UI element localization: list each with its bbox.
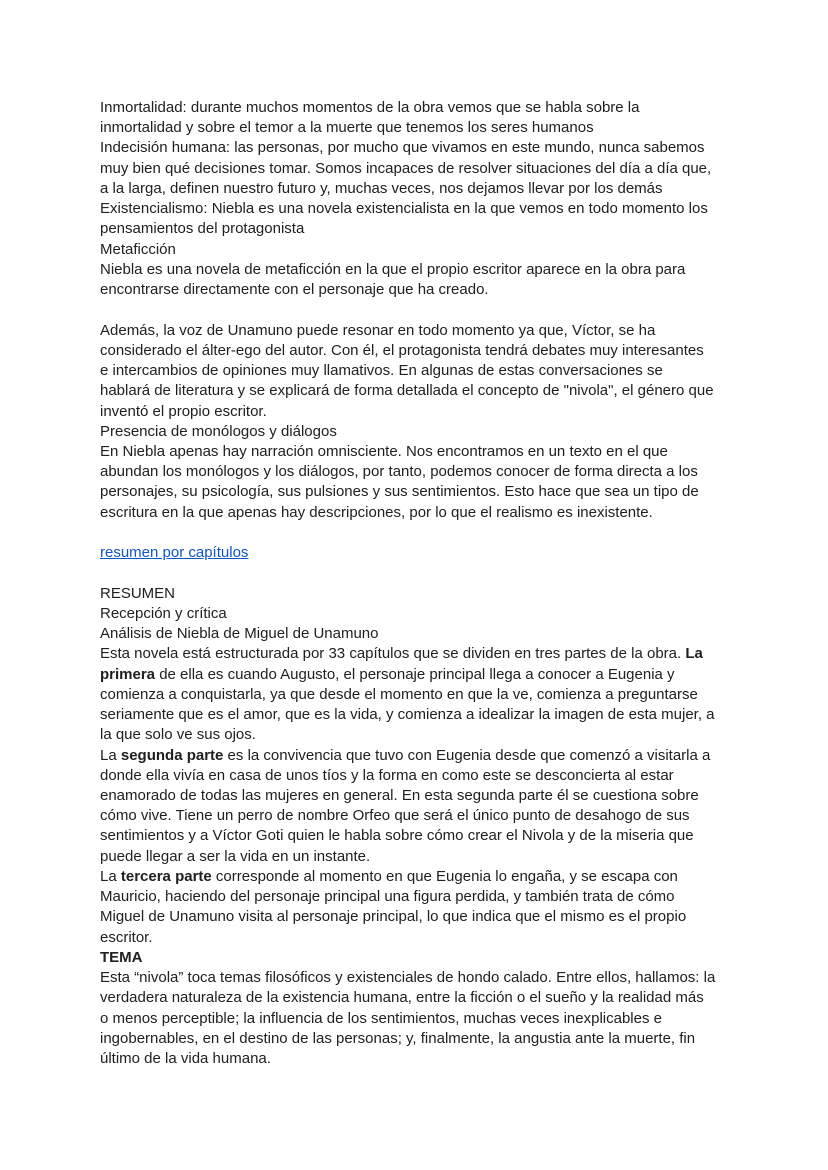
text-line — [100, 240, 715, 260]
text-line — [100, 725, 715, 745]
text-line — [100, 98, 715, 118]
text-segment: la que solo ve sus ojos. — [100, 726, 256, 744]
text-segment: de ella es cuando Augusto, el personaje principal llega a conocer a Eugenia y — [155, 665, 675, 683]
text-line — [100, 1029, 715, 1049]
text-line — [100, 280, 715, 300]
text-line — [100, 402, 715, 422]
text-segment: corresponde al momento en que Eugenia lo engaña, y se escapa con — [211, 867, 678, 885]
text-line — [100, 523, 715, 543]
text-segment: abundan los monólogos y los diálogos, por tanto, podemos conocer de forma directa a los — [100, 463, 698, 481]
text-segment: donde ella vivía en casa de unos tíos y la forma en como este se desconcierta al estar — [100, 766, 674, 784]
text-line — [100, 887, 715, 907]
text-segment: inmortalidad y sobre el temor a la muerte que tenemos los seres humanos — [100, 119, 594, 137]
text-segment: Esta novela está estructurada por 33 capítulos que se dividen en tres partes de la obra. — [100, 645, 686, 663]
text-line — [100, 503, 715, 523]
text-segment: sentimientos y a Víctor Goti quien le habla sobre cómo crear el Nivola y de la miseria que — [100, 827, 694, 845]
bold-text: TEMA — [100, 948, 143, 966]
text-line — [100, 705, 715, 725]
text-line — [100, 159, 715, 179]
text-segment: Niebla es una novela de metaficción en la que el propio escritor aparece en la obra para — [100, 260, 686, 278]
text-line — [100, 341, 715, 361]
text-segment: hablará de literatura y se explicará de forma detallada el concepto de "nivola", el género que — [100, 382, 714, 400]
text-segment: comienza a conquistarla, ya que desde el momento en que la ve, comienza a preguntarse — [100, 685, 698, 703]
text-segment: Recepción y crítica — [100, 604, 227, 622]
text-line — [100, 685, 715, 705]
text-segment: En Niebla apenas hay narración omnisciente. Nos encontramos en un texto en el que — [100, 442, 668, 460]
text-line — [100, 746, 715, 766]
text-segment: escritor. — [100, 928, 153, 946]
text-line — [100, 806, 715, 826]
text-line — [100, 907, 715, 927]
text-segment: inventó el propio escritor. — [100, 402, 267, 420]
text-line — [100, 826, 715, 846]
text-line — [100, 179, 715, 199]
text-line — [100, 624, 715, 644]
text-segment: es la convivencia que tuvo con Eugenia desde que comenzó a visitarla a — [223, 746, 711, 764]
bold-text: La — [685, 645, 703, 663]
text-segment: RESUMEN — [100, 584, 176, 602]
text-line — [100, 847, 715, 867]
text-segment: Esta “nivola” toca temas filosóficos y existenciales de hondo calado. Entre ellos, hallamos: la — [100, 969, 716, 987]
text-line — [100, 948, 715, 968]
text-segment: La — [100, 867, 121, 885]
text-segment: personajes, su psicología, sus pulsiones y sus sentimientos. Esto hace que sea un tipo de — [100, 483, 699, 501]
text-segment: Presencia de monólogos y diálogos — [100, 422, 337, 440]
text-line — [100, 321, 715, 341]
text-line — [100, 118, 715, 138]
text-line — [100, 665, 715, 685]
text-line — [100, 260, 715, 280]
text-line — [100, 219, 715, 239]
text-line — [100, 462, 715, 482]
text-segment: último de la vida humana. — [100, 1050, 271, 1068]
text-line — [100, 361, 715, 381]
text-segment: Indecisión humana: las personas, por mucho que vivamos en este mundo, nunca sabemos — [100, 139, 705, 157]
text-segment: enamorado de todas las mujeres en general. En esta segunda parte él se cuestiona sobre — [100, 786, 699, 804]
text-segment: escritura en la que apenas hay descripciones, por lo que el realismo es inexistente. — [100, 503, 653, 521]
text-segment: considerado el álter-ego del autor. Con él, el protagonista tendrá debates muy interesantes — [100, 341, 704, 359]
text-line — [100, 482, 715, 502]
text-segment: Mauricio, haciendo del personaje principal una figura perdida, y también trata de cómo — [100, 888, 675, 906]
text-line — [100, 381, 715, 401]
text-line — [100, 988, 715, 1008]
text-line — [100, 563, 715, 583]
text-segment: Existencialismo: Niebla es una novela existencialista en la que vemos en todo momento los — [100, 200, 708, 218]
bold-text: primera — [100, 665, 156, 683]
text-line — [100, 422, 715, 442]
text-line — [100, 766, 715, 786]
text-line — [100, 1049, 715, 1069]
chapter-summary-link[interactable]: resumen por capítulos — [100, 544, 249, 562]
text-segment: cómo vive. Tiene un perro de nombre Orfeo que será el único punto de desahogo de sus — [100, 807, 690, 825]
text-segment: Análisis de Niebla de Miguel de Unamuno — [100, 625, 379, 643]
text-line — [100, 584, 715, 604]
text-line — [100, 138, 715, 158]
text-line — [100, 300, 715, 320]
text-segment: Además, la voz de Unamuno puede resonar en todo momento ya que, Víctor, se ha — [100, 321, 656, 339]
text-line — [100, 199, 715, 219]
text-segment: a la larga, definen nuestro futuro y, muchas veces, nos dejamos llevar por los demás — [100, 179, 663, 197]
text-segment: verdadera naturaleza de la existencia humana, entre la ficción o el sueño y la realidad más — [100, 989, 704, 1007]
text-segment: puede llegar a ser la vida en un instante. — [100, 847, 371, 865]
text-line — [100, 644, 715, 664]
text-segment: La — [100, 746, 121, 764]
text-line — [100, 786, 715, 806]
text-segment: Metaficción — [100, 240, 176, 258]
text-line — [100, 543, 715, 563]
text-line — [100, 928, 715, 948]
document-body — [100, 98, 715, 1069]
text-segment: pensamientos del protagonista — [100, 220, 305, 238]
bold-text: tercera parte — [120, 867, 212, 885]
text-segment: Miguel de Unamuno visita al personaje principal, lo que indica que el mismo es el propio — [100, 908, 687, 926]
text-line — [100, 968, 715, 988]
text-segment: encontrarse directamente con el personaje que ha creado. — [100, 281, 489, 299]
text-segment: ingobernables, en el destino de las personas; y, finalmente, la angustia ante la muerte, fin — [100, 1029, 696, 1047]
text-segment: e intercambios de opiniones muy llamativos. En algunas de estas conversaciones se — [100, 362, 663, 380]
text-segment: o menos perceptible; la influencia de los sentimientos, muchas veces inexplicables e — [100, 1009, 662, 1027]
text-segment: seriamente que es el amor, que es la vida, y comienza a idealizar la imagen de esta mujer, a — [100, 706, 715, 724]
text-line — [100, 867, 715, 887]
text-segment: Inmortalidad: durante muchos momentos de la obra vemos que se habla sobre la — [100, 99, 640, 116]
text-line — [100, 442, 715, 462]
text-line — [100, 1009, 715, 1029]
bold-text: segunda parte — [120, 746, 224, 764]
text-segment: muy bien qué decisiones tomar. Somos incapaces de resolver situaciones del día a día que, — [100, 159, 712, 177]
text-line — [100, 604, 715, 624]
